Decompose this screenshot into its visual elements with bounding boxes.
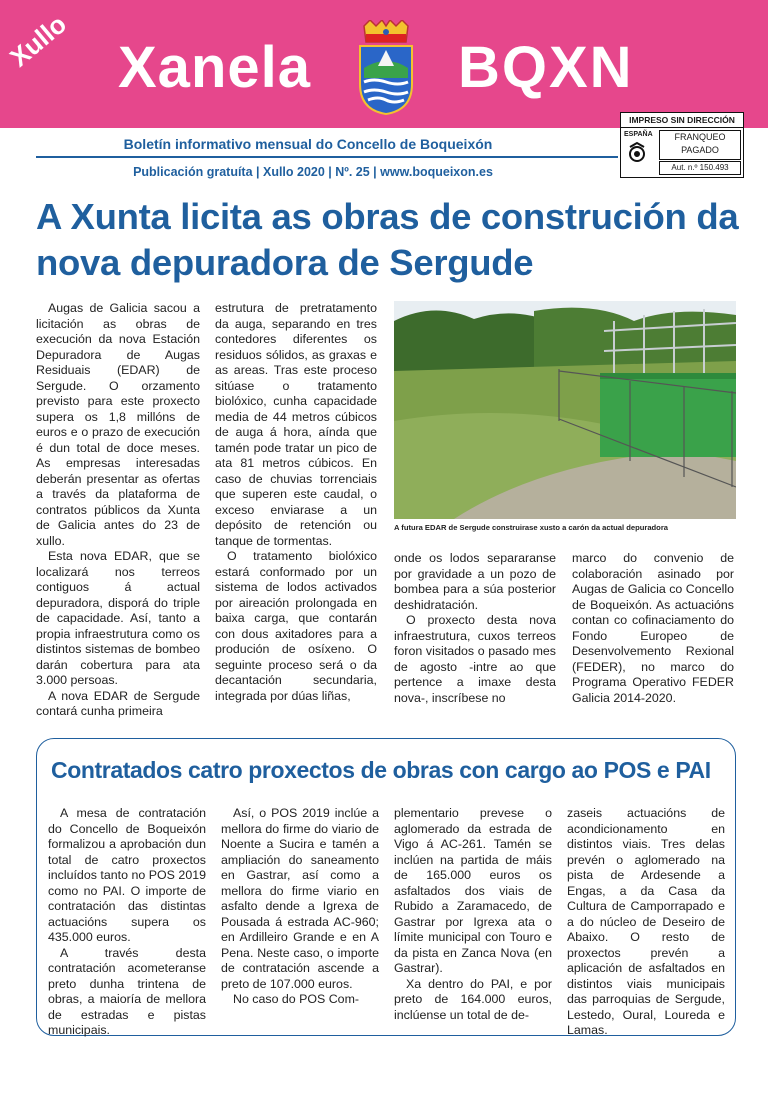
article2-column-3 bbox=[394, 806, 552, 1023]
article2-column-4 bbox=[567, 806, 725, 1039]
bulletin-subtitle: Boletín informativo mensual do Concello de Boqueixón bbox=[123, 136, 493, 152]
paragraph: plementario prevese o aglomerado da estrada de Vigo á AC-261. Tamén se inclúen na partida de máis de 165.000 euros os asfaltados dos viais de Rubido a Zaramacedo, de Gastrar por Igrexa ata o límite municipal con Touro e da pista en Zanca Nova (en Gastrar). bbox=[394, 806, 552, 975]
title-bqxn: BQXN bbox=[458, 35, 634, 100]
photo-caption: A futura EDAR de Sergude construirase xusto a carón da actual depuradora bbox=[394, 523, 669, 532]
paragraph: marco do convenio de colaboración asinado por Augas de Galicia co Concello de Boqueixón. As actuacións contan co cofinaciamento do Fondo Europeo de Desenvolvemento Rexional (FEDER), no marco do Programa Operativo FEDER Galicia 2014-2020. bbox=[572, 551, 734, 705]
post-horn-icon bbox=[626, 141, 648, 163]
main-headline: A Xunta licita as obras de construción da nova depuradora de Sergude bbox=[36, 196, 739, 283]
crest-icon bbox=[356, 20, 416, 116]
paragraph: A mesa de contratación do Concello de Boqueixón formalizou a aprobación dun total de catro proxectos incluídos tanto no POS 2019 como no PAI. O importe de contratación das distintas actuacións supera os 435.000 euros. bbox=[48, 806, 206, 944]
stamp-line1: FRANQUEO bbox=[674, 132, 726, 142]
article2-column-1 bbox=[48, 806, 206, 1039]
article1-column-3 bbox=[394, 551, 556, 706]
paragraph: zaseis actuacións de acondicionamento en distintos viais. Tres delas prevén o aglomerado na pista de Ardesende a Engas, a da Casa da Cultura de Camporrapado e a do núcleo de Deseiro de Abaixo. O resto de proxectos prevén a aplicación de asfaltados en distintos viais municipais das parroquias de Sergude, Lestedo, Oural, Loureda e Lamas. bbox=[567, 806, 725, 1037]
paragraph: A través desta contratación acometeranse preto dunha trintena de obras, a maioría de mellora de estradas e pistas municipais. bbox=[48, 945, 206, 1037]
paragraph: O proxecto desta nova infraestrutura, cuxos terreos foron visitados o pasado mes de agosto -intre ao que pertence a imaxe desta nova-, inscríbese no bbox=[394, 613, 556, 705]
article2-column-2 bbox=[221, 806, 379, 1008]
article1-column-4 bbox=[572, 551, 734, 706]
paragraph: Augas de Galicia sacou a licitación as obras de execución da nova Estación Depuradora de Augas Residuais (EDAR) de Sergude. O orzamento previsto para este proxecto supera os 1,8 millóns de euros e o prazo de execución é dun total de doce meses. As empresas interesadas deberán presentar as ofertas a través da plataforma de contratos públicos da Xunta de Galicia antes do 23 de xullo. bbox=[36, 301, 200, 548]
paragraph: No caso do POS Com- bbox=[233, 992, 360, 1006]
paragraph: Xa dentro do PAI, e por preto de 164.000 euros, inclúense un total de de- bbox=[394, 976, 552, 1022]
article1-column-1 bbox=[36, 301, 200, 720]
paragraph: O tratamento biolóxico estará conformado por un sistema de lodos activados por aireación prolongada en baixa carga, que contarán con dous axitadores para a produción de osíxeno. O seguinte proceso será o da decantación secundaria, integrada por dúas liñas, bbox=[215, 549, 377, 703]
postage-stamp bbox=[620, 112, 744, 178]
publication-info: Publicación gratuíta | Xullo 2020 | Nº. 25 | www.boqueixon.es bbox=[133, 165, 493, 179]
month-label: Xullo bbox=[4, 8, 73, 73]
stamp-line2: PAGADO bbox=[681, 145, 719, 155]
article1-column-2 bbox=[215, 301, 377, 704]
stamp-divider bbox=[621, 127, 743, 128]
divider bbox=[36, 156, 618, 158]
paragraph: Esta nova EDAR, que se localizará nos terreos contiguos á actual depuradora, disporá do triple de capacidade. Así, tanto a propia infraestrutura como os distintos sistemas de bombeo darán cobertura para ata 3.000 persoas. bbox=[36, 549, 200, 687]
stamp-country: ESPAÑA bbox=[624, 131, 653, 138]
stamp-franqueo bbox=[659, 130, 741, 160]
paragraph: estrutura de pretratamento da auga, separando en tres contedores diferentes os residuos sólidos, as graxas e as areas. Tras este proceso sitúase o tratamento biolóxico, cunha capacidade media de 44 metros cúbicos de auga á hora, aínda que tamén pode tratar un pico de ata 81 metros cúbicos. En caso de chuvias torrenciais que superen este caudal, o exceso enviarase a un depósito de retención ou tanque de tormentas. bbox=[215, 301, 377, 548]
stamp-header: IMPRESO SIN DIRECCIÓN bbox=[629, 115, 735, 125]
article2-headline: Contratados catro proxectos de obras con cargo ao POS e PAI bbox=[51, 757, 711, 783]
stamp-authorization: Aut. n.º 150.493 bbox=[659, 161, 741, 175]
paragraph: onde os lodos separaranse por gravidade a un pozo de bombea para a súa posterior deshidratación. bbox=[394, 551, 556, 612]
masthead bbox=[0, 0, 768, 128]
title-xanela: Xanela bbox=[118, 35, 311, 100]
paragraph: Así, o POS 2019 inclúe a mellora do firme do viario de Noente a Sucira e tamén a ampliación do saneamento en Gastrar, así como a mellora do firme viario en asfalto dende a Igrexa de Pousada á estrada AC-960; en Ardilleiro Grande e en A Pena. Neste caso, o importe de contratación ascende a preto de 107.000 euros. bbox=[221, 806, 379, 991]
article-photo bbox=[394, 301, 736, 519]
paragraph: A nova EDAR de Sergude contará cunha primeira bbox=[36, 688, 200, 718]
